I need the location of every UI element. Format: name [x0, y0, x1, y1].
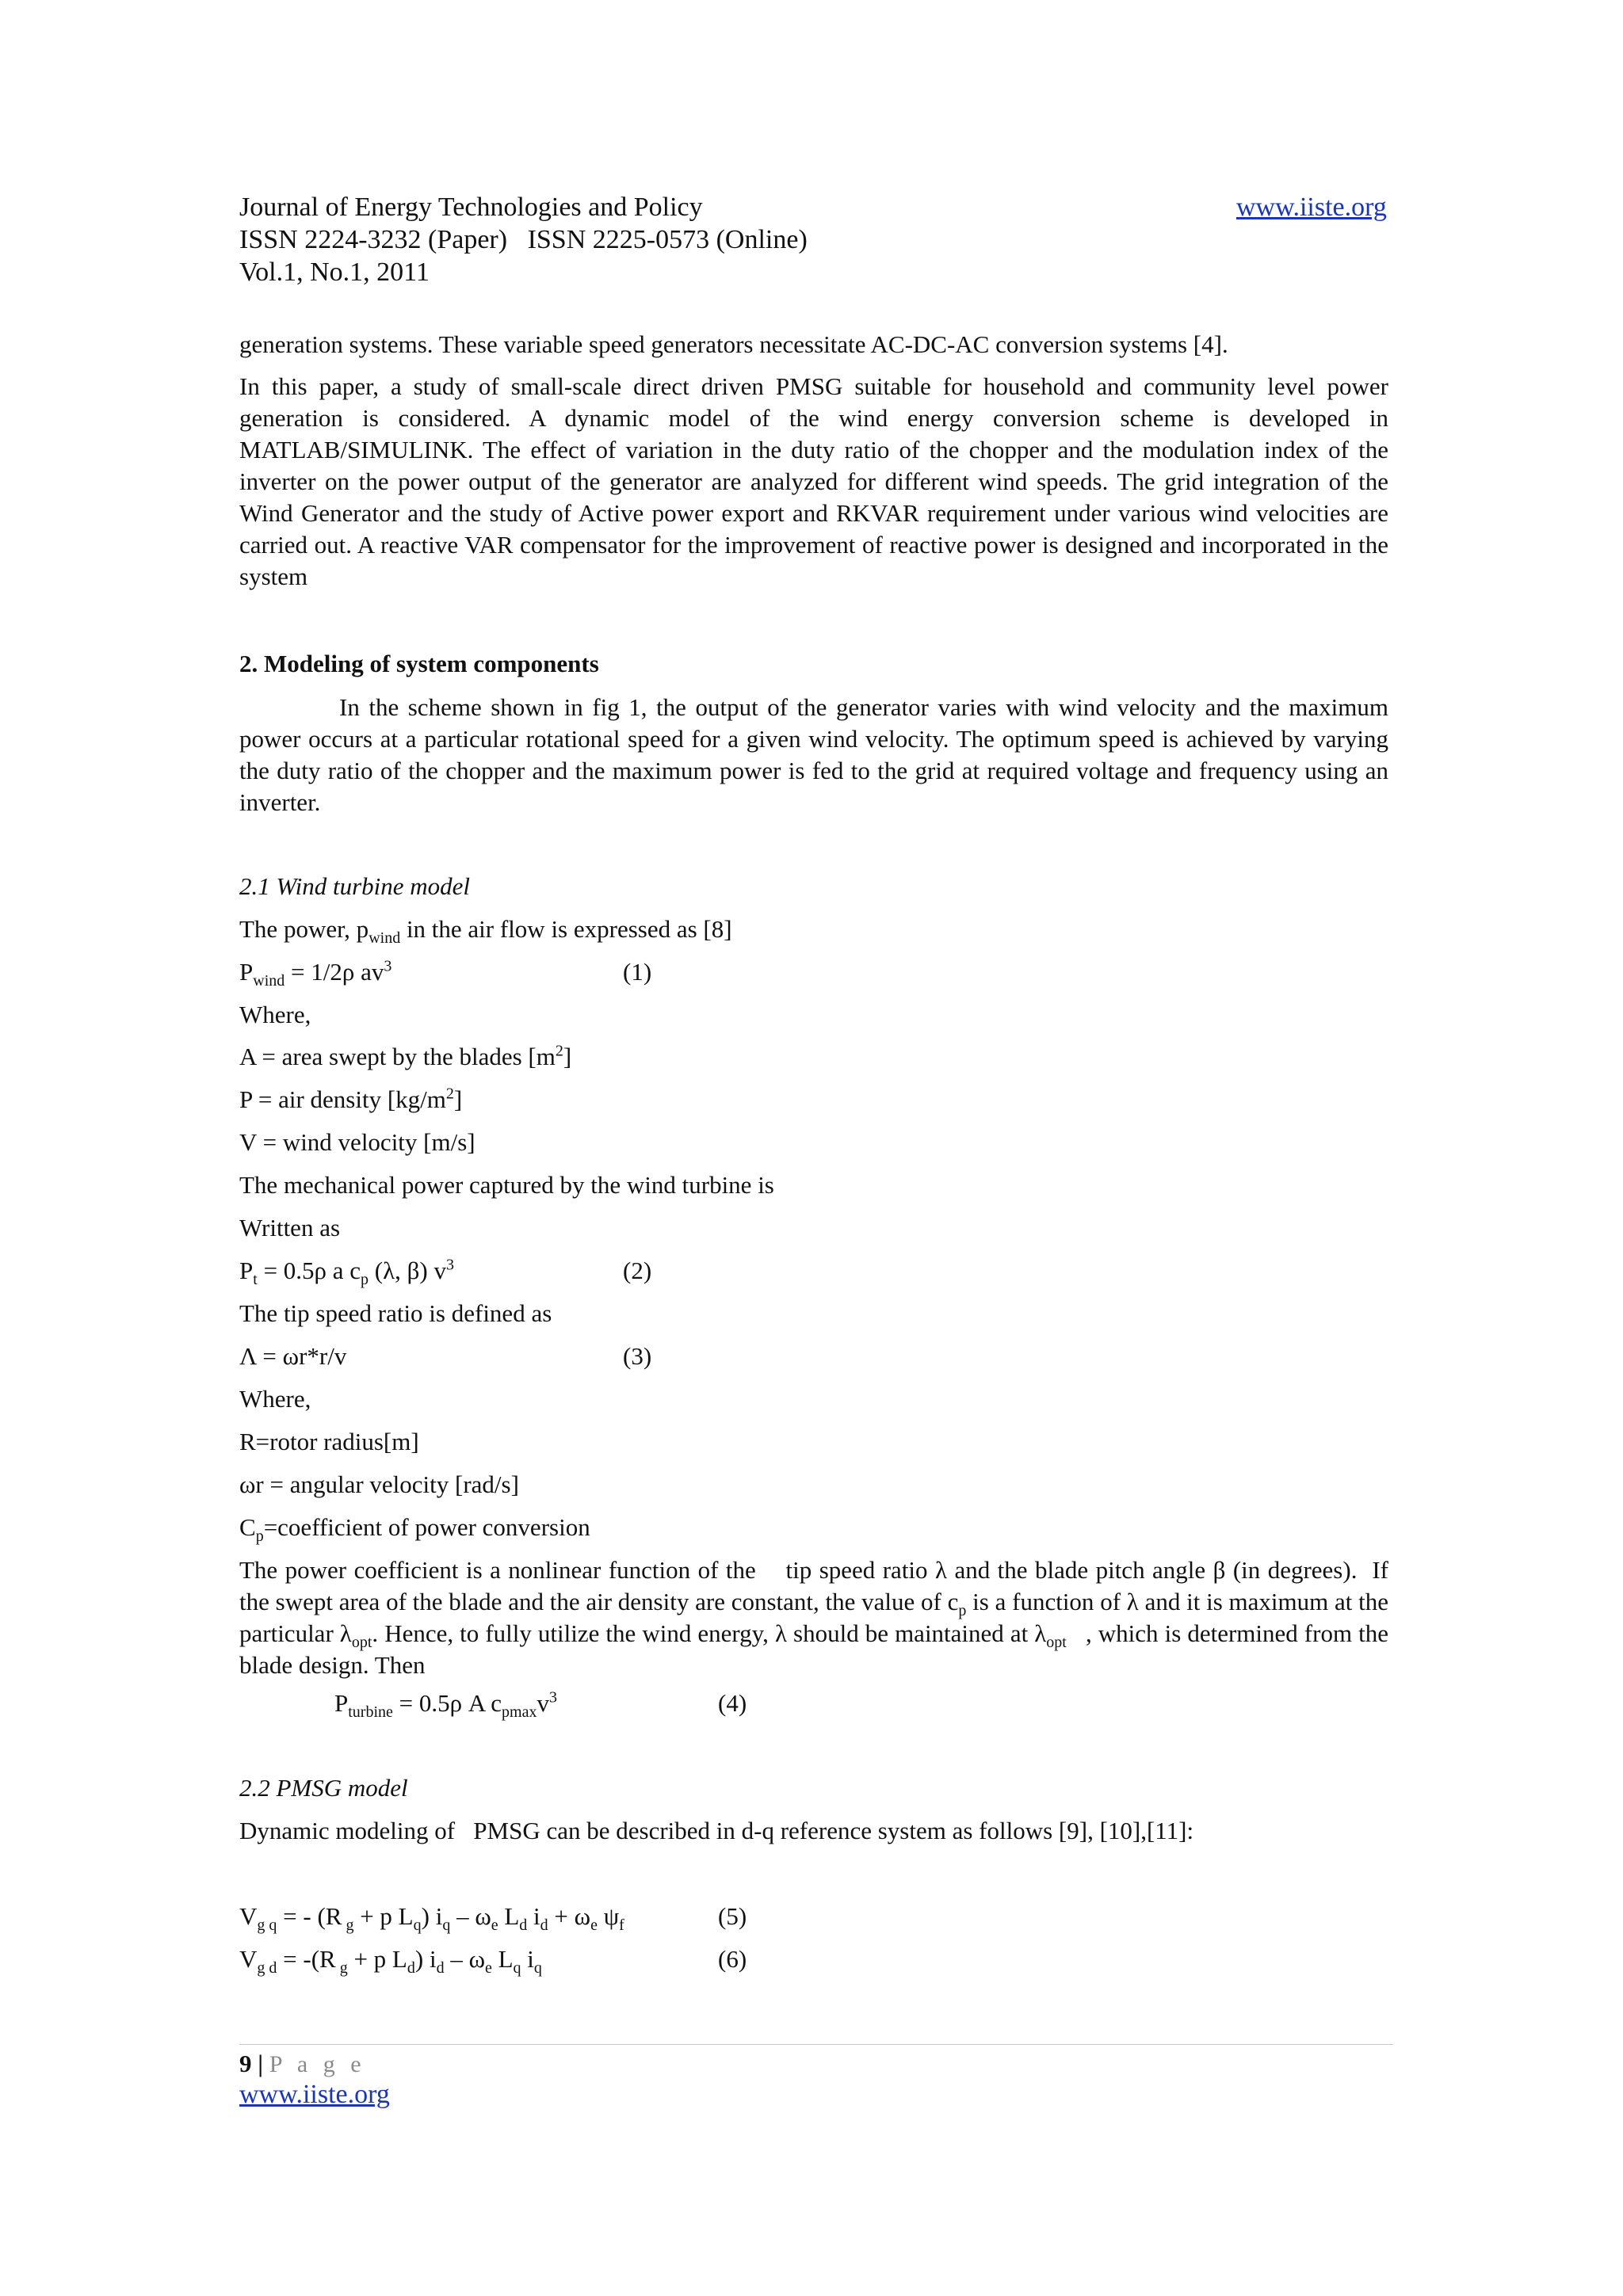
definition-power-coefficient: $C_p=coefficient$ of power conversion: [239, 1513, 590, 1546]
definition-velocity: V = wind velocity [m/s]: [239, 1128, 475, 1156]
power-expression-line: The power, $p_{wind}$ in the air flow is expressed as [8]: [239, 915, 732, 948]
subsection-heading-2-1: 2.1 Wind turbine model: [239, 872, 471, 900]
intro-paragraph: In this paper, a study of small-scale direct driven PMSG suitable for household and community level power generation is considered. A dynamic model of the wind energy conversion scheme is developed in MATLAB/SIMULINK. The effect of variation in the duty ratio of the chopper and the modulation index of the inverter on the power output of the generator are analyzed for different wind speeds. The grid integration of the Wind Generator and the study of Active power export and RKVAR requirement under various wind velocities are carried out. A reactive VAR compensator for the improvement of reactive power is designed and incorporated in the system: [239, 372, 1388, 590]
equation-6-number: (6): [718, 1945, 747, 1973]
written-as-line: Written as: [239, 1214, 341, 1241]
equation-1-number: (1): [623, 958, 652, 986]
footer-url-link[interactable]: www.iiste.org: [239, 2080, 390, 2109]
page-number: 9: [239, 2050, 252, 2077]
mechanical-power-line: The mechanical power captured by the wind turbine is: [239, 1171, 774, 1199]
page-separator: |: [251, 2050, 269, 2077]
equation-2: $P_t = 0.5\rho$ a $c_p$ (λ, β) $v^3$: [239, 1256, 454, 1289]
volume-line: Vol.1, No.1, 2011: [239, 257, 430, 287]
page-footer: [239, 2048, 366, 2081]
footer-divider: [239, 2044, 1393, 2045]
equation-3: Λ = ωr*r/v: [239, 1342, 347, 1370]
equation-5: $V_{g q}$ = - (R $_g$ + p $L_q$) $i_q - \omega_e$ $L_d$ $i_d + \omega_e$ $\psi_f$: [239, 1902, 624, 1935]
page-label: P a g e: [269, 2051, 366, 2077]
equation-1: $P_{wind} = 1/2\rho$ $av^3$: [239, 957, 392, 990]
definition-area: A = area swept by the blades $[m^2]$: [239, 1042, 572, 1070]
equation-2-number: (2): [623, 1257, 652, 1284]
where-label-1: Where,: [239, 1001, 311, 1028]
where-label-2: Where,: [239, 1385, 311, 1413]
subsection-heading-2-2: 2.2 PMSG model: [239, 1774, 408, 1802]
equation-3-number: (3): [623, 1342, 652, 1370]
section-2-paragraph: In the scheme shown in fig 1, the output of the generator varies with wind velocity and the maximum power occurs at a particular rotational speed for a given wind velocity. The optimum speed is achieved by varying the duty ratio of the chopper and the maximum power is fed to the grid at required voltage and frequency using an inverter.: [239, 693, 1388, 816]
paragraph-continuation: generation systems. These variable speed generators necessitate AC-DC-AC conversion systems [4].: [239, 330, 1228, 358]
section-heading-2: 2. Modeling of system components: [239, 650, 599, 677]
power-coefficient-paragraph: The power coefficient is a nonlinear function of the tip speed ratio λ and the blade pitch angle β (in degrees). If the swept area of the blade and the air density are constant, the value of $c_p$ is a function of λ and it is maximum at the particular $\lambda_{opt}$. Hence, to fully utilize the wind energy, λ should be maintained at $\lambda_{opt}$ , which is determined from the blade design. Then: [239, 1556, 1395, 1679]
issn-line: ISSN 2224-3232 (Paper) ISSN 2225-0573 (Online): [239, 225, 808, 254]
definition-density: P = air density $[kg/m^2]$: [239, 1085, 463, 1113]
equation-4-number: (4): [718, 1689, 747, 1717]
journal-url-link[interactable]: www.iiste.org: [1236, 193, 1387, 222]
pmsg-intro-line: Dynamic modeling of PMSG can be described in d-q reference system as follows [9], [10],[11]:: [239, 1817, 1194, 1844]
equation-5-number: (5): [718, 1902, 747, 1930]
tip-speed-line: The tip speed ratio is defined as: [239, 1299, 552, 1327]
equation-6: $V_{g d} = -(R$ $_g$ + p $L_d$) $i_d - \omega_e$ $L_q$ $i_q$: [239, 1945, 542, 1978]
journal-title: Journal of Energy Technologies and Policy: [239, 193, 703, 222]
definition-angular-velocity: ωr = angular velocity [rad/s]: [239, 1470, 519, 1498]
equation-4: $P_{turbine} = 0.5\rho$ A $c_{pmax}v^3$: [334, 1688, 557, 1722]
definition-rotor-radius: R=rotor radius[m]: [239, 1428, 419, 1455]
